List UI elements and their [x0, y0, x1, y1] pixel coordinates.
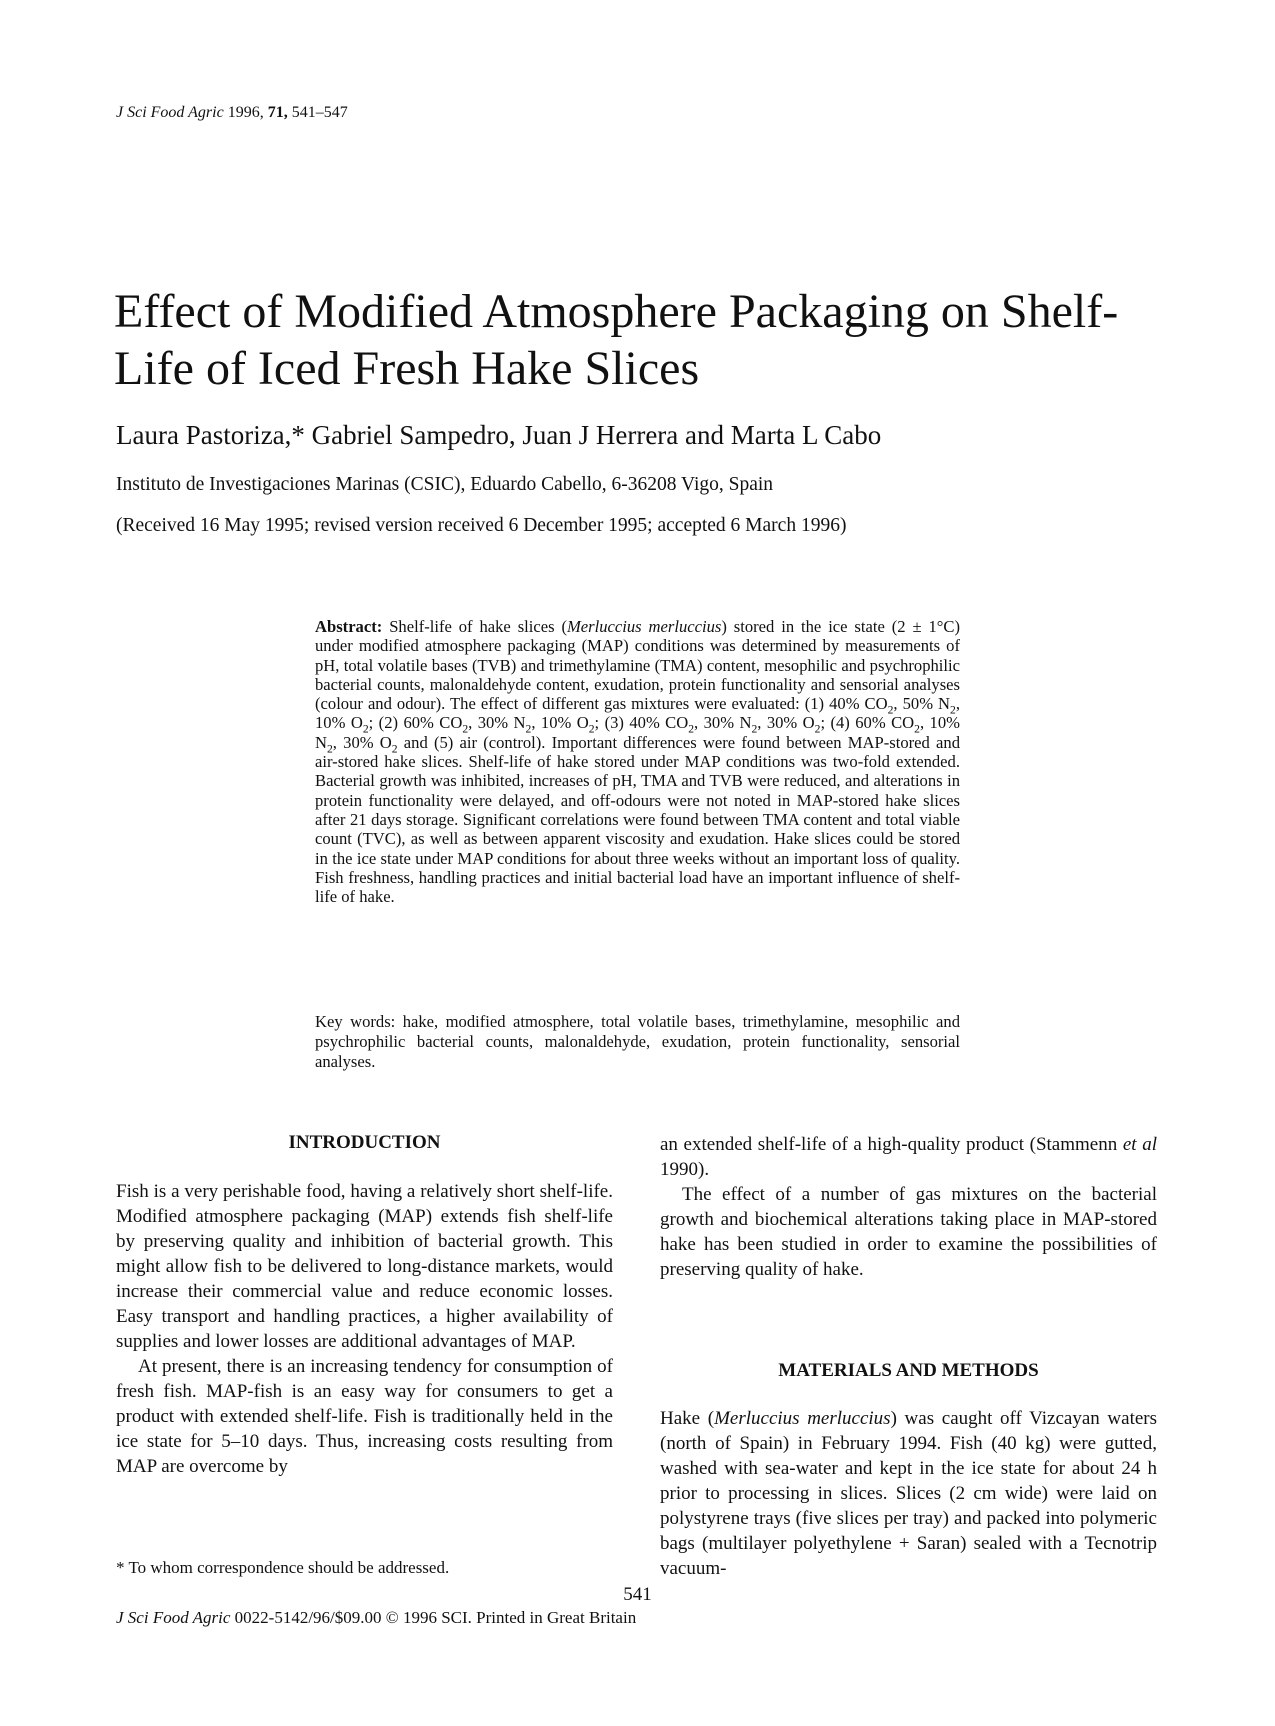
paragraph	[660, 1406, 1157, 1581]
section-heading-introduction: INTRODUCTION	[288, 1132, 441, 1153]
journal-name: J Sci Food Agric	[116, 104, 224, 121]
abstract-text: ; (4) 60% CO	[820, 713, 915, 733]
subscript: 2	[326, 742, 333, 756]
text: 1990).	[660, 1159, 710, 1180]
abstract-text: , 30% N	[468, 713, 526, 733]
paragraph	[660, 1132, 1157, 1182]
text: Hake (	[660, 1408, 715, 1429]
abstract-text: , 30% O	[332, 732, 392, 752]
abstract-text: , 30% N	[694, 713, 752, 733]
abstract-species: Merluccius merluccius	[566, 617, 722, 636]
text: an extended shelf-life of a high-quality product (Stammenn	[660, 1134, 1123, 1155]
subscript: 2	[950, 703, 956, 717]
abstract-text: Shelf-life of hake slices (	[389, 617, 567, 636]
abstract-text: , 50% N	[893, 694, 951, 714]
abstract-text: ; (3) 40% CO	[594, 713, 689, 733]
abstract-text: , 30% O	[757, 713, 815, 733]
footnote: * To whom correspondence should be addressed.	[116, 1558, 450, 1577]
key-words: Key words: hake, modified atmosphere, total volatile bases, trimethylamine, mesophilic and psychrophilic bacterial counts, malonaldehyde, exudation, protein functionality, sensorial analyses.	[315, 1012, 960, 1071]
footer-journal: J Sci Food Agric	[116, 1608, 231, 1627]
paragraph: At present, there is an increasing tendency for consumption of fresh fish. MAP-fish is an easy way for consumers to get a product with extended shelf-life. Fish is traditionally held in the ice state for 5–10 days. Thus, increasing costs resulting from MAP are overcome by	[116, 1356, 613, 1477]
subscript: 2	[588, 722, 595, 736]
subscript: 2	[887, 703, 894, 717]
journal-year: 1996,	[227, 104, 264, 121]
abstract-text: , 10% O	[531, 713, 589, 733]
subscript: 2	[462, 722, 469, 736]
abstract	[315, 617, 960, 906]
page-footer	[116, 1608, 636, 1628]
text-italic: et al	[1122, 1134, 1157, 1155]
subscript: 2	[391, 742, 398, 756]
text-italic: Merluccius merluccius	[714, 1408, 891, 1429]
journal-pages: 541–547	[291, 104, 348, 121]
received-dates: (Received 16 May 1995; revised version received 6 December 1995; accepted 6 March 1996)	[116, 515, 847, 536]
subscript: 2	[525, 722, 532, 736]
paragraph: The effect of a number of gas mixtures on the bacterial growth and biochemical alterations taking place in MAP-stored hake has been studied in order to examine the possibilities of preserving quality of hake.	[660, 1184, 1157, 1280]
abstract-label: Abstract:	[315, 617, 383, 636]
journal-volume: 71,	[267, 104, 288, 121]
column-right-methods	[660, 1406, 1157, 1581]
abstract-text: ) stored in the ice state (2 ± 1°C) under modified atmosphere packaging (MAP) conditions was determined by measurements of pH, total volatile bases (TVB) and trimethylamine (TMA) content, mesophilic and psychrophilic bacterial counts, malonaldehyde content, exudation, protein functionality and sensorial analyses (colour and odour). The effect of different gas mixtures were evaluated: (1) 40% CO	[315, 617, 960, 714]
journal-reference	[116, 104, 348, 122]
subscript: 2	[914, 722, 920, 736]
author-list: Laura Pastoriza,* Gabriel Sampedro, Juan J Herrera and Marta L Cabo	[116, 420, 882, 450]
subscript: 2	[751, 722, 758, 736]
abstract-text: and (5) air (control). Important differences were found between MAP-stored and air-stored hake slices. Shelf-life of hake stored under MAP conditions was two-fold extended. Bacterial growth was inhibited, increases of pH, TMA and TVB were reduced, and alterations in protein functionality were delayed, and off-odours were not noted in MAP-stored hake slices after 21 days storage. Significant correlations were found between TMA content and total viable count (TVC), as well as between apparent viscosity and exudation. Hake slices could be stored in the ice state under MAP conditions for about three weeks without an important loss of quality. Fish freshness, handling practices and initial bacterial load have an important influence of shelf-life of hake.	[315, 732, 960, 907]
section-heading-methods: MATERIALS AND METHODS	[778, 1360, 1039, 1381]
affiliation: Instituto de Investigaciones Marinas (CSIC), Eduardo Cabello, 6-36208 Vigo, Spain	[116, 474, 774, 495]
column-left	[116, 1179, 613, 1479]
page-number: 541	[623, 1584, 652, 1605]
subscript: 2	[362, 722, 369, 736]
paper-title: Effect of Modified Atmosphere Packaging on Shelf-Life of Iced Fresh Hake Slices	[114, 285, 1119, 395]
column-right	[660, 1132, 1157, 1282]
text: ) was caught off Vizcayan waters (north of Spain) in February 1994. Fish (40 kg) were gutted, washed with sea-water and kept in the ice state for about 24 h prior to processing in slices. Slices (2 cm wide) were laid on polystyrene trays (five slices per tray) and packed into polymeric bags (multilayer polyethylene + Saran) sealed with a Tecnotrip vacuum-	[660, 1408, 1158, 1579]
subscript: 2	[814, 722, 821, 736]
footer-text: 0022-5142/96/$09.00 © 1996 SCI. Printed in Great Britain	[230, 1608, 637, 1627]
abstract-text: ; (2) 60% CO	[368, 713, 463, 733]
subscript: 2	[688, 722, 695, 736]
paragraph: Fish is a very perishable food, having a relatively short shelf-life. Modified atmosphere packaging (MAP) extends fish shelf-life by preserving quality and inhibition of bacterial growth. This might allow fish to be delivered to long-distance markets, would increase their commercial value and reduce economic losses. Easy transport and handling practices, a higher availability of supplies and lower losses are additional advantages of MAP.	[116, 1181, 613, 1352]
abstract-text: , 10% O	[315, 694, 960, 733]
abstract-text: , 10% N	[315, 713, 960, 752]
